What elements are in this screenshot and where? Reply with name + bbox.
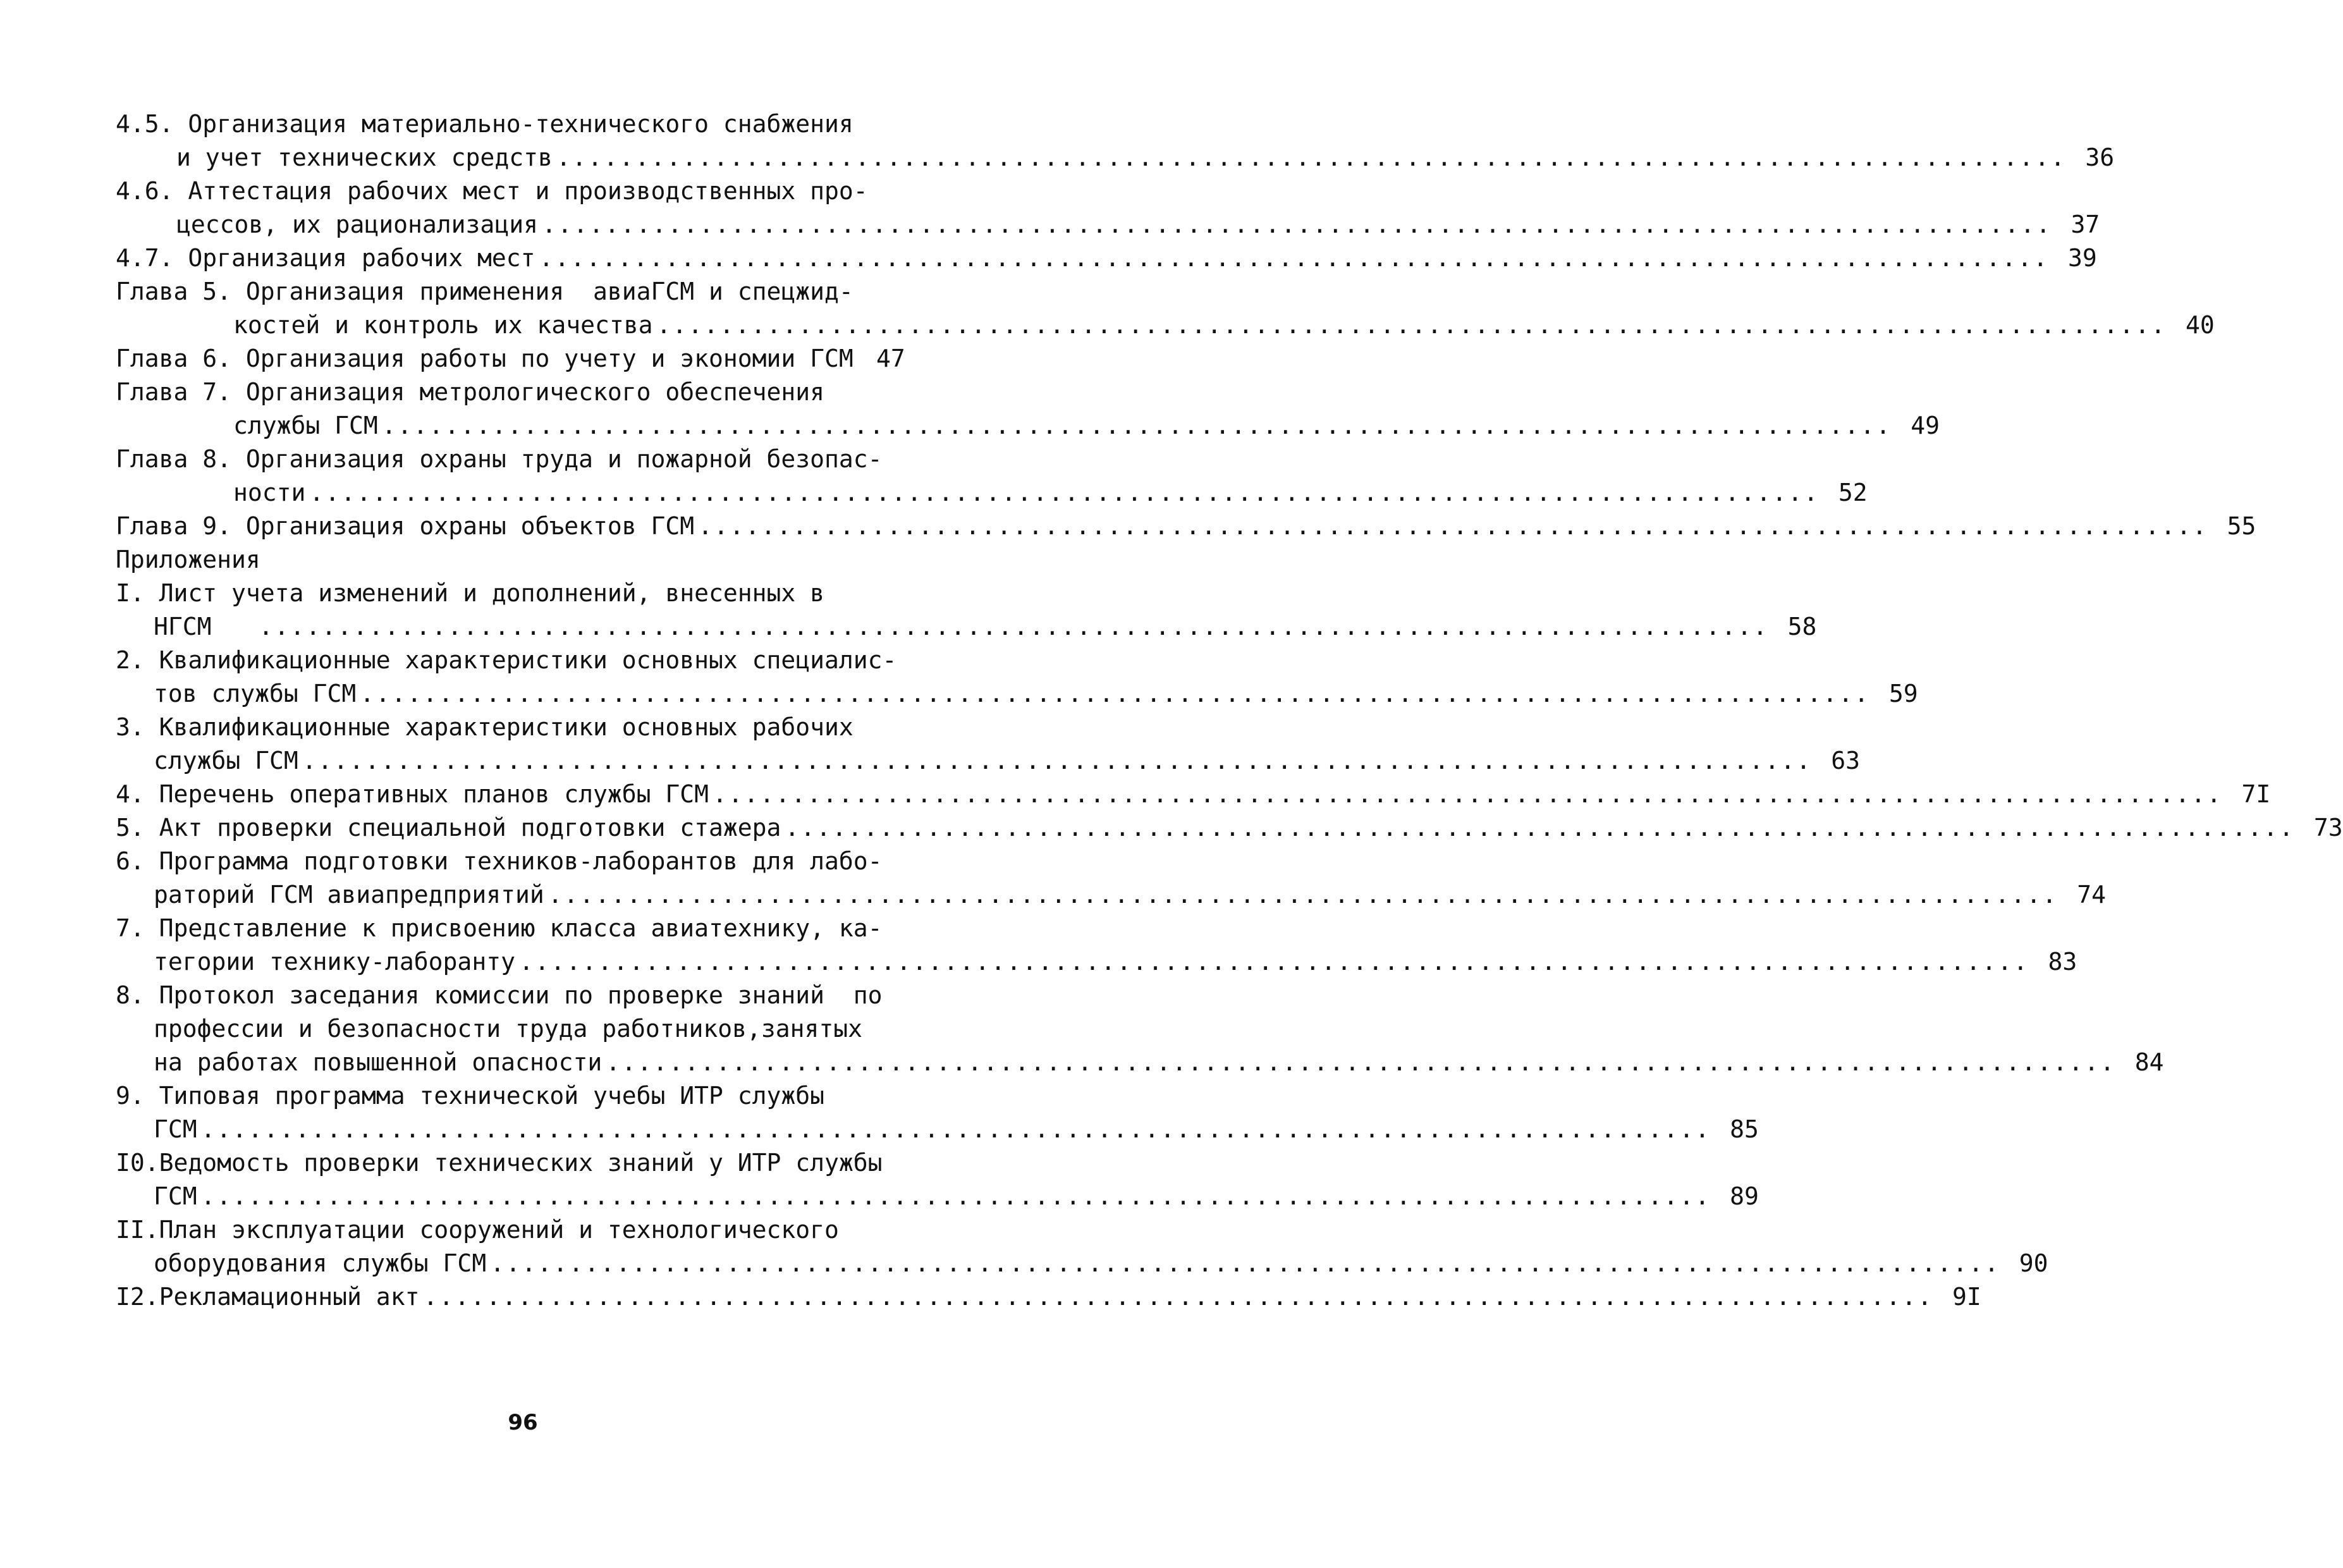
toc-line — [116, 644, 897, 677]
entry-title: Лист учета изменений и дополнений, внесенных в — [159, 579, 825, 607]
entry-page-number: 7I — [2241, 780, 2271, 808]
entry-title: Ведомость проверки технических знаний у ИТР службы — [159, 1149, 883, 1177]
entry-title: Протокол заседания комиссии по проверке знаний по — [159, 981, 883, 1009]
entry-number: Глава 6. — [116, 345, 246, 372]
dot-leader: ................................................................................................ — [556, 144, 2067, 171]
toc-line — [116, 275, 893, 309]
toc-line — [116, 878, 2106, 912]
entry-number: I. — [116, 579, 159, 607]
entry-page-number: 59 — [1888, 680, 1918, 707]
appendix-entry — [116, 577, 1817, 644]
entry-title: ности — [233, 479, 306, 506]
toc-line — [116, 711, 893, 744]
toc-line — [116, 443, 893, 476]
dot-leader: ................................................................................................ — [785, 814, 2295, 842]
entry-page-number: 63 — [1831, 747, 1861, 775]
entry-page-number: 58 — [1787, 613, 1817, 640]
page-number: 96 — [508, 1410, 538, 1435]
dot-leader: ................................................................................................ — [381, 412, 1892, 439]
toc-line — [116, 778, 2271, 811]
entry-title: Квалификационные характеристики основных специалис- — [159, 646, 897, 674]
toc-line — [116, 409, 1940, 443]
entry-number: 4.7. — [116, 244, 188, 272]
entry-title: на работах повышенной опасности — [154, 1048, 603, 1076]
toc-entry — [116, 443, 1868, 510]
entry-page-number: 89 — [1730, 1182, 1759, 1210]
entry-number: Глава 9. — [116, 512, 246, 540]
entry-title: Организация охраны труда и пожарной безопас- — [245, 445, 883, 473]
entry-title: Организация материально-технического снабжения — [188, 110, 853, 138]
entry-title: Организация применения авиаГСМ и спецжид- — [245, 278, 853, 305]
appendix-entry — [116, 912, 2077, 979]
entry-page-number: 49 — [1911, 412, 1940, 439]
toc-line — [116, 677, 1918, 711]
toc-line — [116, 342, 905, 376]
entry-title: Организация охраны объектов ГСМ — [245, 512, 695, 540]
entry-title: НГСМ — [154, 613, 255, 640]
entry-title: Перечень оперативных планов службы ГСМ — [159, 780, 709, 808]
toc-line — [116, 1046, 2164, 1079]
entry-title: Типовая программа технической учебы ИТР службы — [159, 1082, 825, 1110]
entry-page-number: 40 — [2185, 311, 2215, 339]
entry-title: Программа подготовки техников-лаборантов для лабо- — [159, 847, 883, 875]
toc-line — [116, 577, 893, 610]
entry-number: 7. — [116, 914, 159, 942]
entry-page-number: 84 — [2134, 1048, 2164, 1076]
entry-number: 9. — [116, 1082, 159, 1110]
entry-page-number: 83 — [2048, 948, 2077, 976]
entry-number: Глава 7. — [116, 378, 246, 406]
entry-title: цессов, их рационализация — [176, 211, 538, 238]
toc-line — [116, 309, 2215, 342]
entry-page-number: 55 — [2227, 512, 2256, 540]
entry-page-number: 73 — [2313, 814, 2343, 842]
toc-line — [116, 1213, 893, 1247]
toc-line — [116, 1180, 1759, 1213]
entry-title: профессии и безопасности труда работников,занятых — [154, 1015, 863, 1043]
entry-number: 4.6. — [116, 177, 188, 205]
table-of-contents — [116, 107, 2343, 1314]
toc-line — [116, 208, 2100, 242]
dot-leader: ................................................................................................ — [490, 1249, 2000, 1277]
toc-line — [116, 912, 893, 945]
entry-title: Организация метрологического обеспечения — [245, 378, 825, 406]
toc-line — [116, 1012, 893, 1046]
appendix-entry — [116, 778, 2271, 811]
dot-leader: ................................................................................................ — [360, 680, 1870, 707]
appendix-entry — [116, 1146, 1759, 1213]
entry-page-number: 90 — [2019, 1249, 2048, 1277]
entry-page-number: 85 — [1730, 1115, 1759, 1143]
entry-title: службы ГСМ — [154, 747, 298, 775]
entry-title: тов службы ГСМ — [154, 680, 357, 707]
entry-title: Рекламационный акт — [159, 1283, 420, 1311]
appendix-entry — [116, 1280, 1981, 1314]
toc-line — [116, 979, 893, 1012]
entry-page-number: 9I — [1952, 1283, 1981, 1311]
entry-title: Организация рабочих мест — [188, 244, 535, 272]
entry-title: оборудования службы ГСМ — [154, 1249, 487, 1277]
dot-leader: ................................................................................................ — [518, 948, 2029, 976]
entry-title: раторий ГСМ авиапредприятий — [154, 881, 544, 909]
dot-leader: ................................................................................................ — [309, 479, 1820, 506]
toc-entry — [116, 342, 905, 376]
toc-line — [116, 476, 1868, 510]
entry-number: 3. — [116, 713, 159, 741]
appendix-heading: Приложения — [116, 546, 260, 573]
entry-number: Глава 8. — [116, 445, 246, 473]
toc-line — [116, 744, 1861, 778]
toc-line — [116, 1146, 893, 1180]
dot-leader: ................................................................................................ — [656, 311, 2167, 339]
entry-title: ГСМ — [154, 1182, 197, 1210]
toc-line — [116, 610, 1817, 644]
dot-leader: ................................................................................................ — [606, 1048, 2116, 1076]
entry-page-number: 52 — [1838, 479, 1868, 506]
entry-title: ГСМ — [154, 1115, 197, 1143]
entry-number: 5. — [116, 814, 159, 842]
toc-line — [116, 1079, 893, 1113]
toc-line — [116, 510, 2256, 543]
appendix-entry — [116, 644, 1918, 711]
entry-number: II. — [116, 1216, 159, 1244]
entry-number: 6. — [116, 847, 159, 875]
entry-page-number: 36 — [2085, 144, 2115, 171]
toc-line — [116, 1113, 1759, 1146]
entry-number: Глава 5. — [116, 278, 246, 305]
toc-line — [116, 1247, 2048, 1280]
toc-entry — [116, 510, 2256, 543]
dot-leader: ................................................................................................ — [539, 244, 2049, 272]
appendix-entry — [116, 1079, 1759, 1146]
toc-entry — [116, 275, 2215, 342]
entry-title: костей и контроль их качества — [233, 311, 653, 339]
dot-leader: ................................................................................................ — [302, 747, 1813, 775]
toc-entry — [116, 107, 2115, 175]
dot-leader: ................................................................................................ — [200, 1182, 1711, 1210]
entry-title: Представление к присвоению класса авиатехнику, ка- — [159, 914, 883, 942]
entry-title: Организация работы по учету и экономии ГСМ — [245, 345, 853, 372]
dot-leader: ................................................................................................ — [259, 613, 1769, 640]
entry-number: 4. — [116, 780, 159, 808]
appendix-entry — [116, 845, 2106, 912]
toc-line — [116, 1280, 1981, 1314]
dot-leader: ................................................................................................ — [423, 1283, 1933, 1311]
entry-page-number: 39 — [2067, 244, 2097, 272]
toc-line — [116, 141, 2115, 175]
entry-number: 4.5. — [116, 110, 188, 138]
entry-title: Акт проверки специальной подготовки стажера — [159, 814, 781, 842]
toc-line — [116, 376, 893, 409]
dot-leader: ................................................................................................ — [548, 881, 2058, 909]
entry-title: тегории технику-лаборанту — [154, 948, 515, 976]
appendix-entry — [116, 1213, 2048, 1280]
toc-line — [116, 845, 893, 878]
entry-page-number: 37 — [2071, 211, 2100, 238]
toc-line — [116, 242, 2097, 275]
dot-leader: ................................................................................................ — [713, 780, 2223, 808]
toc-entry — [116, 175, 2100, 242]
appendix-entry — [116, 811, 2343, 845]
appendix-entry — [116, 711, 1861, 778]
toc-line — [116, 107, 893, 141]
entry-title: службы ГСМ — [233, 412, 378, 439]
appendix-entry — [116, 979, 2164, 1079]
toc-entry — [116, 242, 2097, 275]
entry-page-number: 74 — [2077, 881, 2106, 909]
entry-number: I2. — [116, 1283, 159, 1311]
dot-leader: ................................................................................................ — [541, 211, 2052, 238]
entry-number: 8. — [116, 981, 159, 1009]
toc-line — [116, 175, 893, 208]
entry-title: Аттестация рабочих мест и производственных про- — [188, 177, 868, 205]
entry-number: I0. — [116, 1149, 159, 1177]
toc-entry — [116, 376, 1940, 443]
entry-title: План эксплуатации сооружений и технологического — [159, 1216, 839, 1244]
toc-line — [116, 945, 2077, 979]
dot-leader: ................................................................................................ — [698, 512, 2208, 540]
dot-leader: ................................................................................................ — [200, 1115, 1711, 1143]
entry-page-number: 47 — [876, 345, 905, 372]
entry-number: 2. — [116, 646, 159, 674]
entry-title: Квалификационные характеристики основных рабочих — [159, 713, 853, 741]
entry-title: и учет технических средств — [176, 144, 553, 171]
toc-line — [116, 811, 2343, 845]
